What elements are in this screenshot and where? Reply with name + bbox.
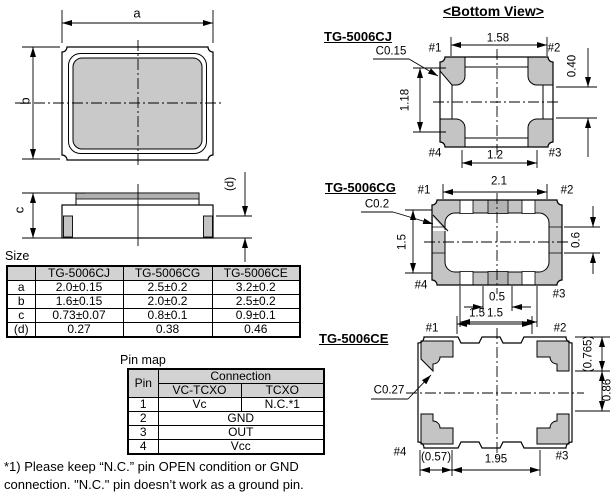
pin-row-1 <box>128 398 324 412</box>
size-value: 3.2±0.2 <box>212 281 300 295</box>
cg-dim-bottom: 1.5 <box>487 307 503 320</box>
pin-connection: GND <box>158 412 324 426</box>
pin-connection: OUT <box>158 426 324 440</box>
size-value: 0.8±0.1 <box>123 309 212 323</box>
pin-header: Pin <box>128 369 158 398</box>
tcxo-header: TCXO <box>241 384 324 398</box>
ce-dim-top: 1.5 <box>469 307 485 320</box>
cj-pin2-label: #2 <box>547 42 561 55</box>
footnote <box>4 458 304 493</box>
pin-connection-tcxo: N.C.*1 <box>241 398 324 412</box>
bottom-view-ce <box>406 328 584 457</box>
size-value: 0.38 <box>123 323 212 338</box>
size-header-ce: TG-5006CE <box>212 266 300 281</box>
size-value: 0.46 <box>212 323 300 338</box>
size-value: 2.5±0.2 <box>212 295 300 309</box>
size-param: c <box>7 309 35 323</box>
cg-pin3-label: #3 <box>552 288 566 301</box>
cj-pin1-label: #1 <box>428 42 442 55</box>
pin-number: 4 <box>128 440 158 455</box>
vc-tcxo-header: VC-TCXO <box>158 384 241 398</box>
pin-row-3 <box>128 426 324 440</box>
size-table-label: Size <box>5 249 30 263</box>
pin-connection: Vcc <box>158 440 324 455</box>
ce-title: TG-5006CE <box>319 331 389 346</box>
cg-pin4-label: #4 <box>414 279 428 292</box>
pin-number: 3 <box>128 426 158 440</box>
pin-number: 1 <box>128 398 158 412</box>
bottom-view-cj <box>433 49 561 156</box>
cg-dim-right: 0.6 <box>570 232 583 248</box>
size-param: (d) <box>7 323 35 338</box>
cj-chamfer-label: C0.15 <box>375 45 407 58</box>
cj-dim-top: 1.58 <box>486 32 510 45</box>
size-row-b <box>7 295 300 309</box>
cg-pin1-label: #1 <box>417 184 431 197</box>
cj-dim-right: 0.40 <box>566 54 579 78</box>
ce-dim-bottom: 1.95 <box>484 453 508 466</box>
size-header-cg: TG-5006CG <box>123 266 212 281</box>
cg-dim-top: 2.1 <box>491 175 507 188</box>
pin-number: 2 <box>128 412 158 426</box>
size-value: 2.5±0.2 <box>123 281 212 295</box>
cj-dim-bottom: 1.2 <box>487 149 503 162</box>
dim-label-a: a <box>133 5 141 21</box>
size-value: 2.0±0.15 <box>35 281 123 295</box>
dim-label-d: (d) <box>224 176 237 192</box>
size-value: 0.27 <box>35 323 123 338</box>
size-row-a <box>7 281 300 295</box>
ce-pin1-label: #1 <box>425 322 439 335</box>
size-value: 0.73±0.07 <box>35 309 123 323</box>
footnote-line-2: connection. "N.C." pin doesn’t work as a ground pin. <box>4 476 304 492</box>
cg-dim-bottom-inner: 0.5 <box>489 291 505 304</box>
ce-pin3-label: #3 <box>555 450 569 463</box>
pin-map-label: Pin map <box>120 353 166 367</box>
bottom-view-cg <box>424 193 571 294</box>
ce-dim-bottom-left: (0.57) <box>420 451 452 464</box>
cj-title: TG-5006CJ <box>324 29 392 44</box>
cj-pin3-label: #3 <box>548 147 562 160</box>
size-header-blank <box>7 266 35 281</box>
cg-title: TG-5006CG <box>325 180 396 195</box>
ce-dim-right: 0.86 <box>601 378 614 402</box>
cg-chamfer-label: C0.2 <box>364 198 390 211</box>
size-value: 0.9±0.1 <box>212 309 300 323</box>
pin-map-table <box>127 368 325 455</box>
size-param: a <box>7 281 35 295</box>
dim-label-c: c <box>11 206 27 214</box>
ce-chamfer-label: C0.27 <box>373 384 405 397</box>
size-table <box>6 265 301 338</box>
ce-pin2-label: #2 <box>553 322 567 335</box>
connection-header: Connection <box>158 369 324 384</box>
package-top-view <box>15 40 222 166</box>
pin-connection-vc: Vc <box>158 398 241 412</box>
dim-label-b: b <box>17 97 33 105</box>
footnote-line-1: *1) Please keep “N.C.” pin OPEN condition or GND <box>4 459 299 474</box>
size-row-c <box>7 309 300 323</box>
ce-dim-right-top: (0.765) <box>582 335 595 373</box>
size-row-d <box>7 323 300 338</box>
cj-pin4-label: #4 <box>428 147 442 160</box>
size-value: 2.0±0.2 <box>123 295 212 309</box>
size-value: 1.6±0.15 <box>35 295 123 309</box>
bottom-view-heading: <Bottom View> <box>443 3 544 19</box>
ce-pin4-label: #4 <box>393 446 407 459</box>
cg-pin2-label: #2 <box>560 184 574 197</box>
cg-dim-left: 1.5 <box>396 234 409 250</box>
pin-row-2 <box>128 412 324 426</box>
size-param: b <box>7 295 35 309</box>
pin-row-4 <box>128 440 324 455</box>
size-header-cj: TG-5006CJ <box>35 266 123 281</box>
cj-dim-left: 1.18 <box>399 88 412 112</box>
